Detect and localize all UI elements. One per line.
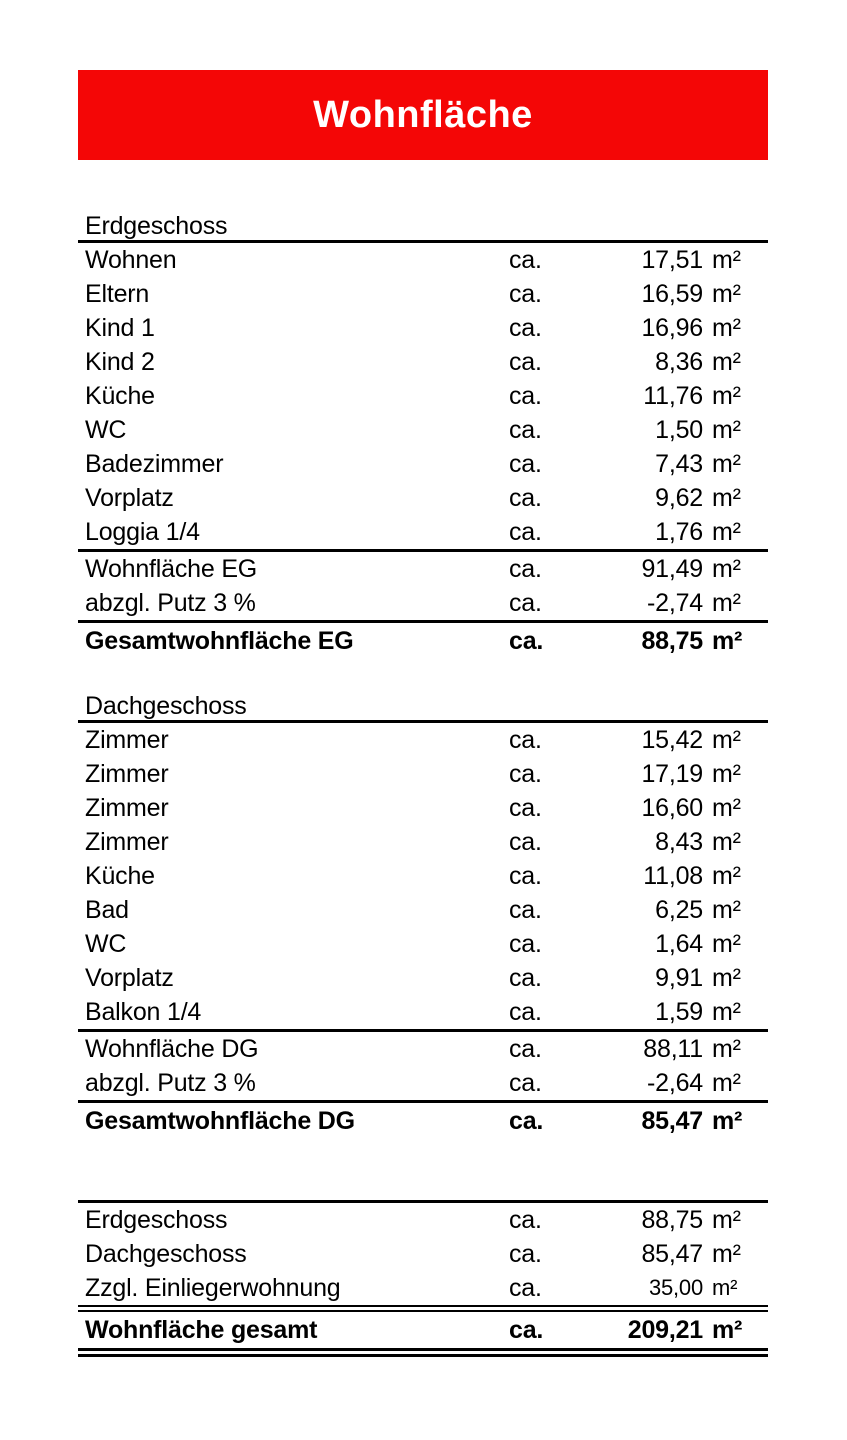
table-row xyxy=(78,379,768,413)
approx-label: ca. xyxy=(509,1107,544,1135)
room-label: Küche xyxy=(85,382,155,410)
area-value: 88,75 xyxy=(641,627,703,655)
area-value: 85,47 xyxy=(641,1107,703,1135)
room-label: Küche xyxy=(85,862,155,890)
room-label: Zimmer xyxy=(85,760,169,788)
deduction-row xyxy=(78,586,768,620)
approx-label: ca. xyxy=(509,280,542,308)
table-row xyxy=(78,859,768,893)
deduction-label: abzgl. Putz 3 % xyxy=(85,589,256,617)
summary-row xyxy=(78,1237,768,1271)
table-row xyxy=(78,515,768,549)
unit-label: m² xyxy=(712,484,741,512)
area-value: 88,11 xyxy=(643,1035,703,1063)
table-row xyxy=(78,481,768,515)
unit-label: m² xyxy=(712,450,741,478)
total-row xyxy=(78,623,768,659)
unit-label: m² xyxy=(712,555,741,583)
room-label: Zimmer xyxy=(85,726,169,754)
unit-label: m² xyxy=(712,348,741,376)
section-erdgeschoss xyxy=(78,209,768,659)
approx-label: ca. xyxy=(509,1035,542,1063)
summary-label: Erdgeschoss xyxy=(85,1206,228,1234)
double-divider-line xyxy=(78,1305,768,1312)
unit-label: m² xyxy=(712,246,741,274)
unit-label: m² xyxy=(712,794,741,822)
area-value: 1,64 xyxy=(655,930,703,958)
summary-row xyxy=(78,1203,768,1237)
approx-label: ca. xyxy=(509,964,542,992)
approx-label: ca. xyxy=(509,828,542,856)
unit-label: m² xyxy=(712,1206,741,1234)
unit-label: m² xyxy=(712,1107,743,1135)
area-value: 16,96 xyxy=(641,314,703,342)
area-value: 88,75 xyxy=(641,1206,703,1234)
area-value: -2,64 xyxy=(647,1069,703,1097)
approx-label: ca. xyxy=(509,416,542,444)
approx-label: ca. xyxy=(509,760,542,788)
area-value: 17,51 xyxy=(641,246,703,274)
table-row xyxy=(78,995,768,1029)
table-row xyxy=(78,723,768,757)
table-row xyxy=(78,243,768,277)
deduction-row xyxy=(78,1066,768,1100)
unit-label: m² xyxy=(712,1069,741,1097)
area-value: 209,21 xyxy=(627,1316,703,1344)
table-row xyxy=(78,311,768,345)
approx-label: ca. xyxy=(509,1316,544,1344)
approx-label: ca. xyxy=(509,382,542,410)
unit-label: m² xyxy=(712,416,741,444)
room-label: Vorplatz xyxy=(85,964,174,992)
table-row xyxy=(78,757,768,791)
unit-label: m² xyxy=(712,589,741,617)
unit-label: m² xyxy=(712,314,741,342)
unit-label: m² xyxy=(712,280,741,308)
room-label: Bad xyxy=(85,896,129,924)
title-banner xyxy=(78,70,768,160)
unit-label: m² xyxy=(712,1035,741,1063)
approx-label: ca. xyxy=(509,998,542,1026)
total-row xyxy=(78,1103,768,1139)
unit-label: m² xyxy=(712,998,741,1026)
table-row xyxy=(78,893,768,927)
approx-label: ca. xyxy=(509,348,542,376)
room-label: Badezimmer xyxy=(85,450,224,478)
unit-label: m² xyxy=(712,760,741,788)
table-row xyxy=(78,961,768,995)
area-value: 1,50 xyxy=(655,416,703,444)
area-value: 35,00 xyxy=(648,1275,703,1300)
approx-label: ca. xyxy=(509,450,542,478)
unit-label: m² xyxy=(712,930,741,958)
unit-label: m² xyxy=(712,382,741,410)
summary-section xyxy=(78,1200,768,1357)
approx-label: ca. xyxy=(509,1240,542,1268)
approx-label: ca. xyxy=(509,726,542,754)
area-value: 8,43 xyxy=(655,828,703,856)
unit-label: m² xyxy=(712,1275,738,1300)
room-label: Kind 1 xyxy=(85,314,155,342)
area-value: 9,62 xyxy=(655,484,703,512)
area-value: 17,19 xyxy=(641,760,703,788)
unit-label: m² xyxy=(712,1240,741,1268)
subtotal-label: Wohnfläche EG xyxy=(85,555,258,583)
area-value: 9,91 xyxy=(655,964,703,992)
document-content xyxy=(78,209,768,1357)
approx-label: ca. xyxy=(509,314,542,342)
area-value: 8,36 xyxy=(655,348,703,376)
room-label: Wohnen xyxy=(85,246,177,274)
area-value: 6,25 xyxy=(655,896,703,924)
approx-label: ca. xyxy=(509,1206,542,1234)
approx-label: ca. xyxy=(509,246,542,274)
area-value: 91,49 xyxy=(641,555,703,583)
grand-total-label: Wohnfläche gesamt xyxy=(85,1316,318,1344)
room-label: WC xyxy=(85,930,127,958)
summary-label: Zzgl. Einliegerwohnung xyxy=(85,1274,341,1302)
unit-label: m² xyxy=(712,964,741,992)
room-label: Vorplatz xyxy=(85,484,174,512)
unit-label: m² xyxy=(712,1316,743,1344)
approx-label: ca. xyxy=(509,484,542,512)
total-label: Gesamtwohnfläche EG xyxy=(85,627,354,655)
area-value: 11,08 xyxy=(643,862,703,890)
unit-label: m² xyxy=(712,627,743,655)
unit-label: m² xyxy=(712,828,741,856)
table-row xyxy=(78,345,768,379)
summary-label: Dachgeschoss xyxy=(85,1240,247,1268)
room-label: Zimmer xyxy=(85,828,169,856)
approx-label: ca. xyxy=(509,794,542,822)
approx-label: ca. xyxy=(509,862,542,890)
table-row xyxy=(78,277,768,311)
area-value: 11,76 xyxy=(643,382,703,410)
section-dachgeschoss xyxy=(78,689,768,1139)
approx-label: ca. xyxy=(509,555,542,583)
table-row xyxy=(78,447,768,481)
unit-label: m² xyxy=(712,862,741,890)
subtotal-row xyxy=(78,1032,768,1066)
area-value: 15,42 xyxy=(641,726,703,754)
subtotal-label: Wohnfläche DG xyxy=(85,1035,259,1063)
approx-label: ca. xyxy=(509,627,544,655)
area-value: 16,60 xyxy=(641,794,703,822)
room-label: Zimmer xyxy=(85,794,169,822)
unit-label: m² xyxy=(712,896,741,924)
double-divider-line-bottom xyxy=(78,1348,768,1357)
approx-label: ca. xyxy=(509,518,542,546)
approx-label: ca. xyxy=(509,1274,542,1302)
area-value: 16,59 xyxy=(641,280,703,308)
approx-label: ca. xyxy=(509,930,542,958)
approx-label: ca. xyxy=(509,1069,542,1097)
room-label: WC xyxy=(85,416,127,444)
room-label: Balkon 1/4 xyxy=(85,998,202,1026)
area-value: 1,76 xyxy=(655,518,703,546)
section-heading: Erdgeschoss xyxy=(78,209,768,243)
room-label: Eltern xyxy=(85,280,150,308)
area-value: 1,59 xyxy=(655,998,703,1026)
deduction-label: abzgl. Putz 3 % xyxy=(85,1069,256,1097)
room-label: Loggia 1/4 xyxy=(85,518,200,546)
grand-total-row xyxy=(78,1312,768,1348)
area-value: 7,43 xyxy=(655,450,703,478)
section-heading: Dachgeschoss xyxy=(78,689,768,723)
subtotal-row xyxy=(78,552,768,586)
approx-label: ca. xyxy=(509,896,542,924)
room-label: Kind 2 xyxy=(85,348,155,376)
summary-row xyxy=(78,1271,768,1305)
page-title: Wohnfläche xyxy=(313,93,533,136)
area-value: -2,74 xyxy=(647,589,703,617)
table-row xyxy=(78,825,768,859)
unit-label: m² xyxy=(712,518,741,546)
table-row xyxy=(78,791,768,825)
unit-label: m² xyxy=(712,726,741,754)
table-row xyxy=(78,927,768,961)
approx-label: ca. xyxy=(509,589,542,617)
table-row xyxy=(78,413,768,447)
total-label: Gesamtwohnfläche DG xyxy=(85,1107,355,1135)
area-value: 85,47 xyxy=(641,1240,703,1268)
